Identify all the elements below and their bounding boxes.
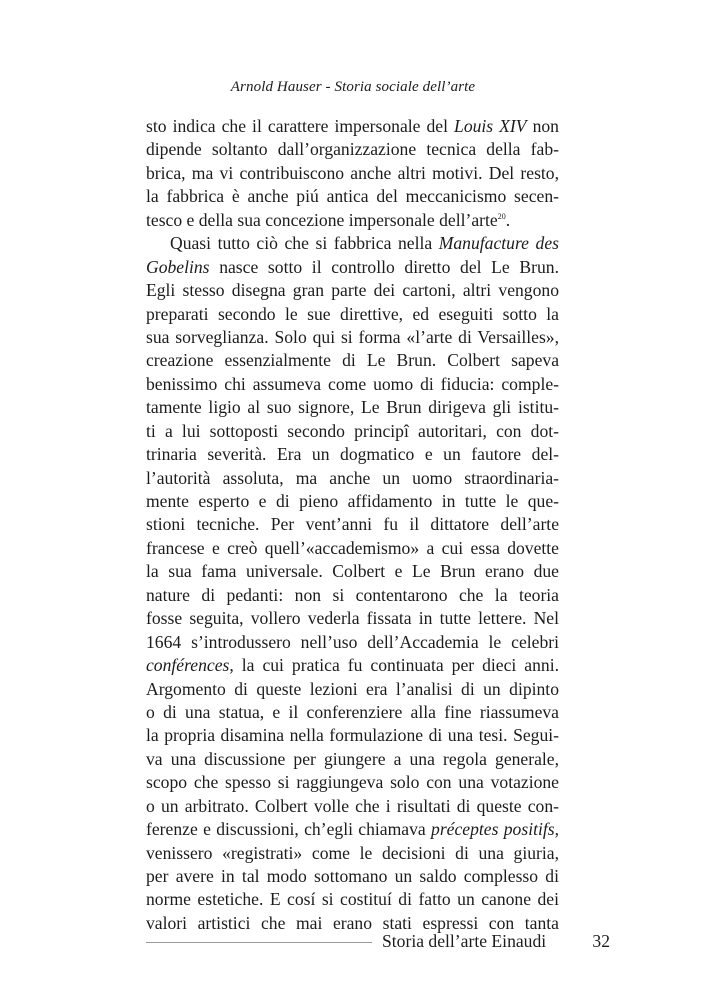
text-line [146,490,559,513]
text-line [146,560,559,583]
text-line [146,818,559,841]
text-run: non [526,116,559,136]
text-line [146,349,559,372]
text-run: stioni tecniche. Per vent’anni fu il dittatore dell’arte [146,514,559,535]
text-line [146,678,559,701]
text-run: , [554,819,559,840]
text-run: tamente ligio al suo signore, Le Brun dirigeva gli istitu- [146,397,559,418]
footer-series-title: Storia dell’arte Einaudi [382,931,547,951]
running-header: Arnold Hauser - Storia sociale dell’arte [230,79,476,95]
text-run: , la cui pratica fu continuata per dieci anni. [229,655,559,676]
text-run: o un arbitrato. Colbert volle che i risultati di queste con- [146,795,559,816]
italic-text: Manufacture des [438,233,559,254]
text-run: per avere in tal modo sottomano un saldo complesso di [146,866,559,886]
text-line [146,701,559,724]
text-run: dipende soltanto dall’organizzazione tecnica della fab- [146,139,559,160]
text-run: mente esperto e di pieno affidamento in tutte le que- [146,491,559,511]
text-line [146,795,559,818]
text-line [146,138,559,161]
text-line [146,607,559,630]
text-line [146,443,559,466]
text-run: . [505,209,511,230]
text-line [146,256,559,279]
text-run: la propria disamina nella formulazione di una tesi. Segui- [146,725,559,746]
text-run: venissero «registrati» come le decisioni di una giuria, [146,842,559,863]
footer-rule [146,942,372,943]
text-line [146,115,559,138]
text-run: Argomento di queste lezioni era l’analisi di un dipinto [146,678,559,699]
footnote-marker: 20 [497,211,506,221]
text-run: creazione essenzialmente di Le Brun. Colbert sapeva [146,350,559,371]
text-run: sua sorveglianza. Solo qui si forma «l’arte di Versailles», [146,326,559,347]
text-run: o di una statua, e il conferenziere alla fine riassumeva [146,701,559,722]
text-line [146,631,559,654]
text-line [146,209,559,232]
text-line [146,748,559,771]
text-line [146,888,559,911]
text-line [146,420,559,443]
text-run: tesco e della sua concezione impersonale dell’arte [146,209,498,230]
text-run: Quasi tutto ciò che si fabbrica nella [170,233,439,254]
text-line [146,303,559,326]
text-line [146,373,559,396]
text-line [146,185,559,208]
page-footer [146,931,610,953]
text-run: preparati secondo le sue direttive, ed eseguiti sotto la [146,303,559,324]
text-line [146,865,559,888]
text-line [146,513,559,536]
text-run: sto indica che il carattere impersonale del [146,116,455,136]
text-line [146,654,559,677]
text-line [146,467,559,490]
text-run: benissimo chi assumeva come uomo di fiducia: comple- [146,373,559,394]
text-run: valori artistici che mai erano stati espressi con tanta [146,912,559,933]
page-number: 32 [592,931,610,951]
text-line [146,584,559,607]
text-run: va una discussione per giungere a una regola generale, [146,748,559,769]
text-run: brica, ma vi contribuiscono anche altri motivi. Del resto, [146,162,559,183]
text-run: l’autorità assoluta, ma anche un uomo straordinaria- [146,467,559,488]
text-line [146,724,559,747]
text-run: norme estetiche. E cosí si costituí di fatto un canone dei [146,889,559,910]
text-run: nasce sotto il controllo diretto del Le Brun. [209,256,559,277]
text-run: ferenze e discussioni, ch’egli chiamava [146,819,432,840]
text-run: nature di pedanti: non si contentarono che la teoria [146,584,559,605]
text-run: la fabbrica è anche piú antica del meccanicismo secen- [146,186,559,207]
italic-text: conférences [146,655,230,676]
text-run: fosse seguita, vollero vederla fissata in tutte lettere. Nel [146,608,559,629]
text-run: la sua fama universale. Colbert e Le Brun erano due [146,561,559,582]
text-line [146,842,559,865]
text-run: trinaria severità. Era un dogmatico e un fautore del- [146,444,559,465]
text-line [146,771,559,794]
text-line [146,326,559,349]
text-line [146,537,559,560]
text-run: francese e creò quell’«accademismo» a cui essa dovette [146,537,559,558]
italic-text: Gobelins [146,256,210,277]
italic-text: préceptes positifs [431,819,555,840]
body-text [146,115,559,935]
italic-text: Louis XIV [454,116,527,136]
text-line [146,279,559,302]
text-line [146,162,559,185]
text-run: scopo che spesso si raggiungeva solo con una votazione [146,772,559,793]
text-run: Egli stesso disegna gran parte dei cartoni, altri vengono [146,280,559,301]
text-run: 1664 s’introdussero nell’uso dell’Accademia le celebri [146,631,559,652]
text-line [146,396,559,419]
text-line [146,232,559,255]
text-run: ti a lui sottoposti secondo principî autoritari, con dot- [146,420,559,441]
